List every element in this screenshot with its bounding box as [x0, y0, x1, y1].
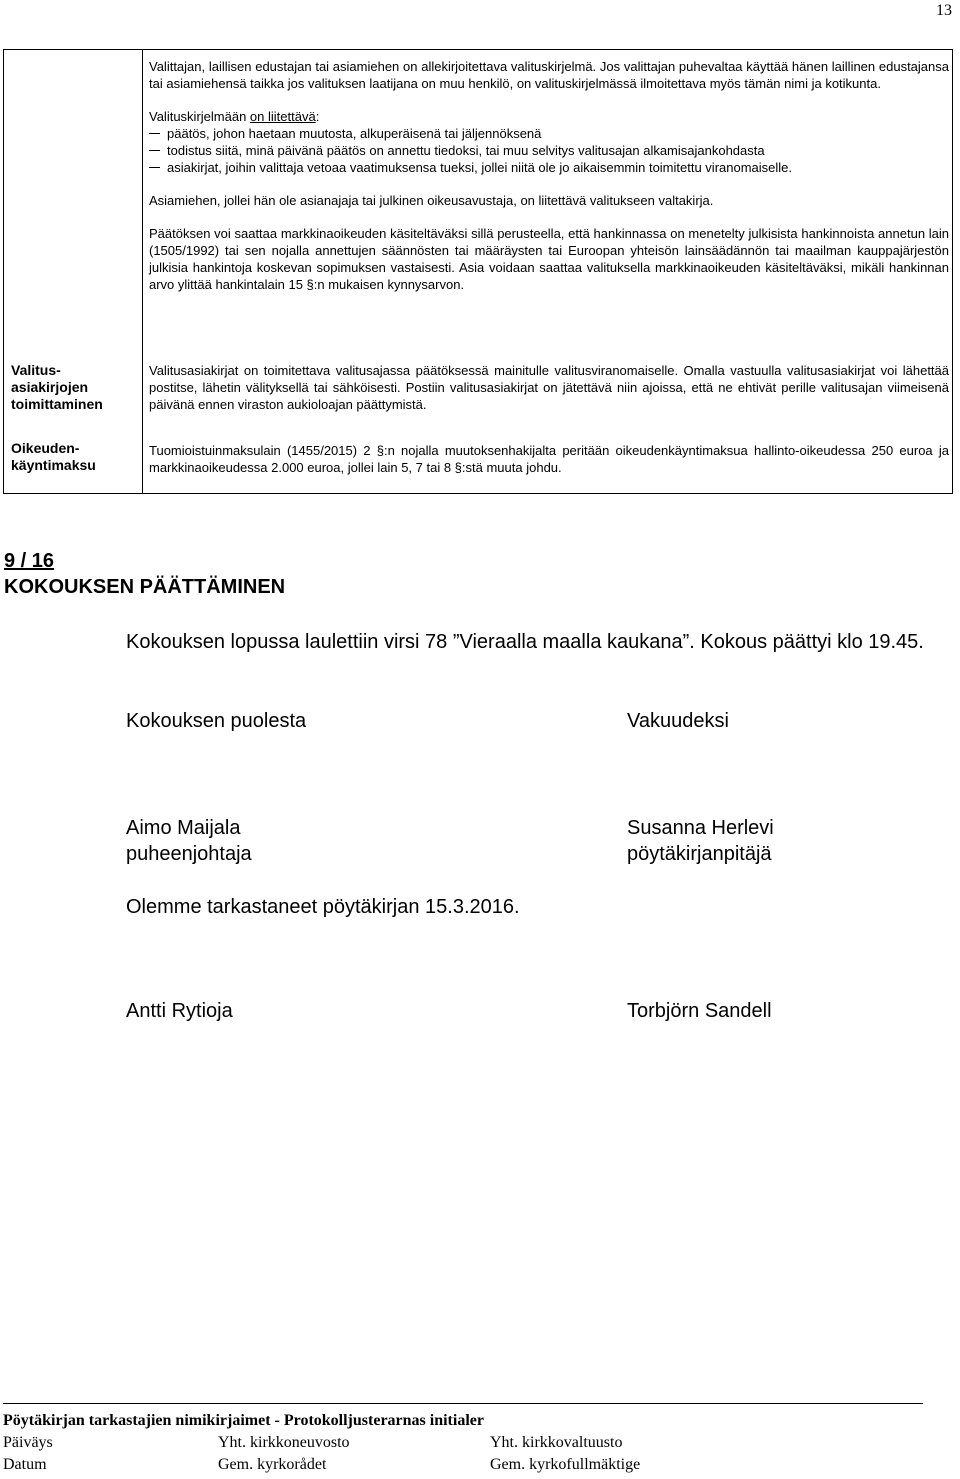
- footer-title: Pöytäkirjan tarkastajien nimikirjaimet - Protokolljusterarnas initialer: [3, 1412, 484, 1429]
- attachment-item: päätös, johon haetaan muutosta, alkuperäisenä tai jäljennöksenä: [149, 125, 949, 142]
- chair-role: puheenjohtaja: [126, 843, 252, 865]
- delivery-label-line: Valitus-: [11, 362, 61, 378]
- attachment-item: todistus siitä, minä päivänä päätös on annettu tiedoksi, tai muu selvitys valitusajan alkamisajankohdasta: [149, 142, 949, 159]
- initials-line: [3, 1403, 923, 1404]
- footer-assembly-sv: Gem. kyrkofullmäktige: [490, 1456, 641, 1473]
- proxy-paragraph: Asiamiehen, jollei hän ole asianajaja tai julkinen oikeusavustaja, on liitettävä valitukseen valtakirja.: [149, 193, 714, 208]
- review-statement: Olemme tarkastaneet pöytäkirjan 15.3.2016.: [126, 896, 520, 918]
- appeal-section: [149, 58, 949, 293]
- attachments-lead-underlined: on liitettävä: [249, 109, 316, 124]
- appeal-intro: Valittajan, laillisen edustajan tai asiamiehen on allekirjoitettava valituskirjelmä. Jos valittajan puhevaltaa käyttää hänen laillinen edustajansa tai asiamiehensä taikka jos valituksen laatijana on muu henkilö, on valituskirjelmässä ilmoitettava myös tämän nimi ja kotikunta.: [149, 59, 949, 91]
- chair-name: Aimo Maijala: [126, 817, 241, 839]
- footer-assembly-fi: Yht. kirkkovaltuusto: [490, 1434, 623, 1451]
- secretary-signature: [627, 815, 774, 867]
- attachment-item: asiakirjat, joihin valittaja vetoaa vaatimuksensa tueksi, jollei niitä ole jo aikaisemmin toimitettu viranomaiselle.: [149, 159, 949, 176]
- secretary-name: Susanna Herlevi: [627, 817, 774, 839]
- fees-label: [11, 440, 139, 474]
- delivery-label-line: asiakirjojen: [11, 379, 89, 395]
- section-title: KOKOUKSEN PÄÄTTÄMINEN: [4, 576, 286, 598]
- right-signature-heading: Vakuudeksi: [627, 710, 729, 732]
- attachments-lead-colon: :: [315, 109, 320, 124]
- fees-label-line: käyntimaksu: [11, 457, 96, 473]
- footer-date-fi: Päiväys: [3, 1434, 53, 1451]
- section-heading: [4, 548, 285, 600]
- fees-text: Tuomioistuinmaksulain (1455/2015) 2 §:n nojalla muutoksenhakijalta peritään oikeudenkäyntimaksua hallinto-oikeudessa 250 euroa ja markkinaoikeudessa 2.000 euroa, jollei lain 5, 7 tai 8 §:stä muuta johdu.: [149, 443, 949, 475]
- appeal-instructions-box: [3, 49, 953, 494]
- column-divider: [142, 50, 143, 493]
- delivery-label: [11, 362, 139, 413]
- page-number: 13: [936, 2, 952, 19]
- closing-text: Kokouksen lopussa laulettiin virsi 78 ”Vieraalla maalla kaukana”. Kokous päättyi klo 19.45.: [126, 631, 924, 653]
- section-number: 9 / 16: [4, 550, 55, 572]
- reviewer-right-name: Torbjörn Sandell: [627, 1000, 772, 1022]
- market-court-paragraph: Päätöksen voi saattaa markkinaoikeuden käsiteltäväksi sillä perusteella, että hankinnassa on menetelty julkisista hankinnoista annetun lain (1505/1992) tai sen nojalla annettujen säännösten tai määräysten tai Euroopan yhteisön lainsäädännön tai maailman kauppajärjestön julkisia hankintoja koskevan sopimuksen vastaisesti. Asia voidaan saattaa valituksella markkinaoikeuden käsiteltäväksi, mikäli hankinnan arvo ylittää hankintalain 15 §:n mukaisen kynnysarvon.: [149, 226, 949, 292]
- footer-date-sv: Datum: [3, 1456, 47, 1473]
- attachments-lead-text: Valituskirjelmään: [149, 109, 250, 124]
- left-signature-heading: Kokouksen puolesta: [126, 710, 307, 732]
- attachments-list: [149, 125, 949, 176]
- delivery-label-line: toimittaminen: [11, 396, 103, 412]
- secretary-role: pöytäkirjanpitäjä: [627, 843, 772, 865]
- delivery-text: Valitusasiakirjat on toimitettava valitusajassa päätöksessä mainitulle valitusviranomaiselle. Omalla vastuulla valitusasiakirjat voi lähettää postitse, lähetin välityksellä tai sähköisesti. Postiin valitusasiakirjat on jätettävä niin ajoissa, että ne ehtivät perille valitusajan viimeisenä päivänä ennen viraston aukioloajan päättymistä.: [149, 363, 949, 412]
- footer-council-sv: Gem. kyrkorådet: [218, 1456, 327, 1473]
- chair-signature: [126, 815, 956, 867]
- footer-council-fi: Yht. kirkkoneuvosto: [218, 1434, 350, 1451]
- reviewer-left-name: Antti Rytioja: [126, 1000, 233, 1022]
- attachments-lead: [149, 108, 949, 125]
- fees-label-line: Oikeuden-: [11, 440, 80, 456]
